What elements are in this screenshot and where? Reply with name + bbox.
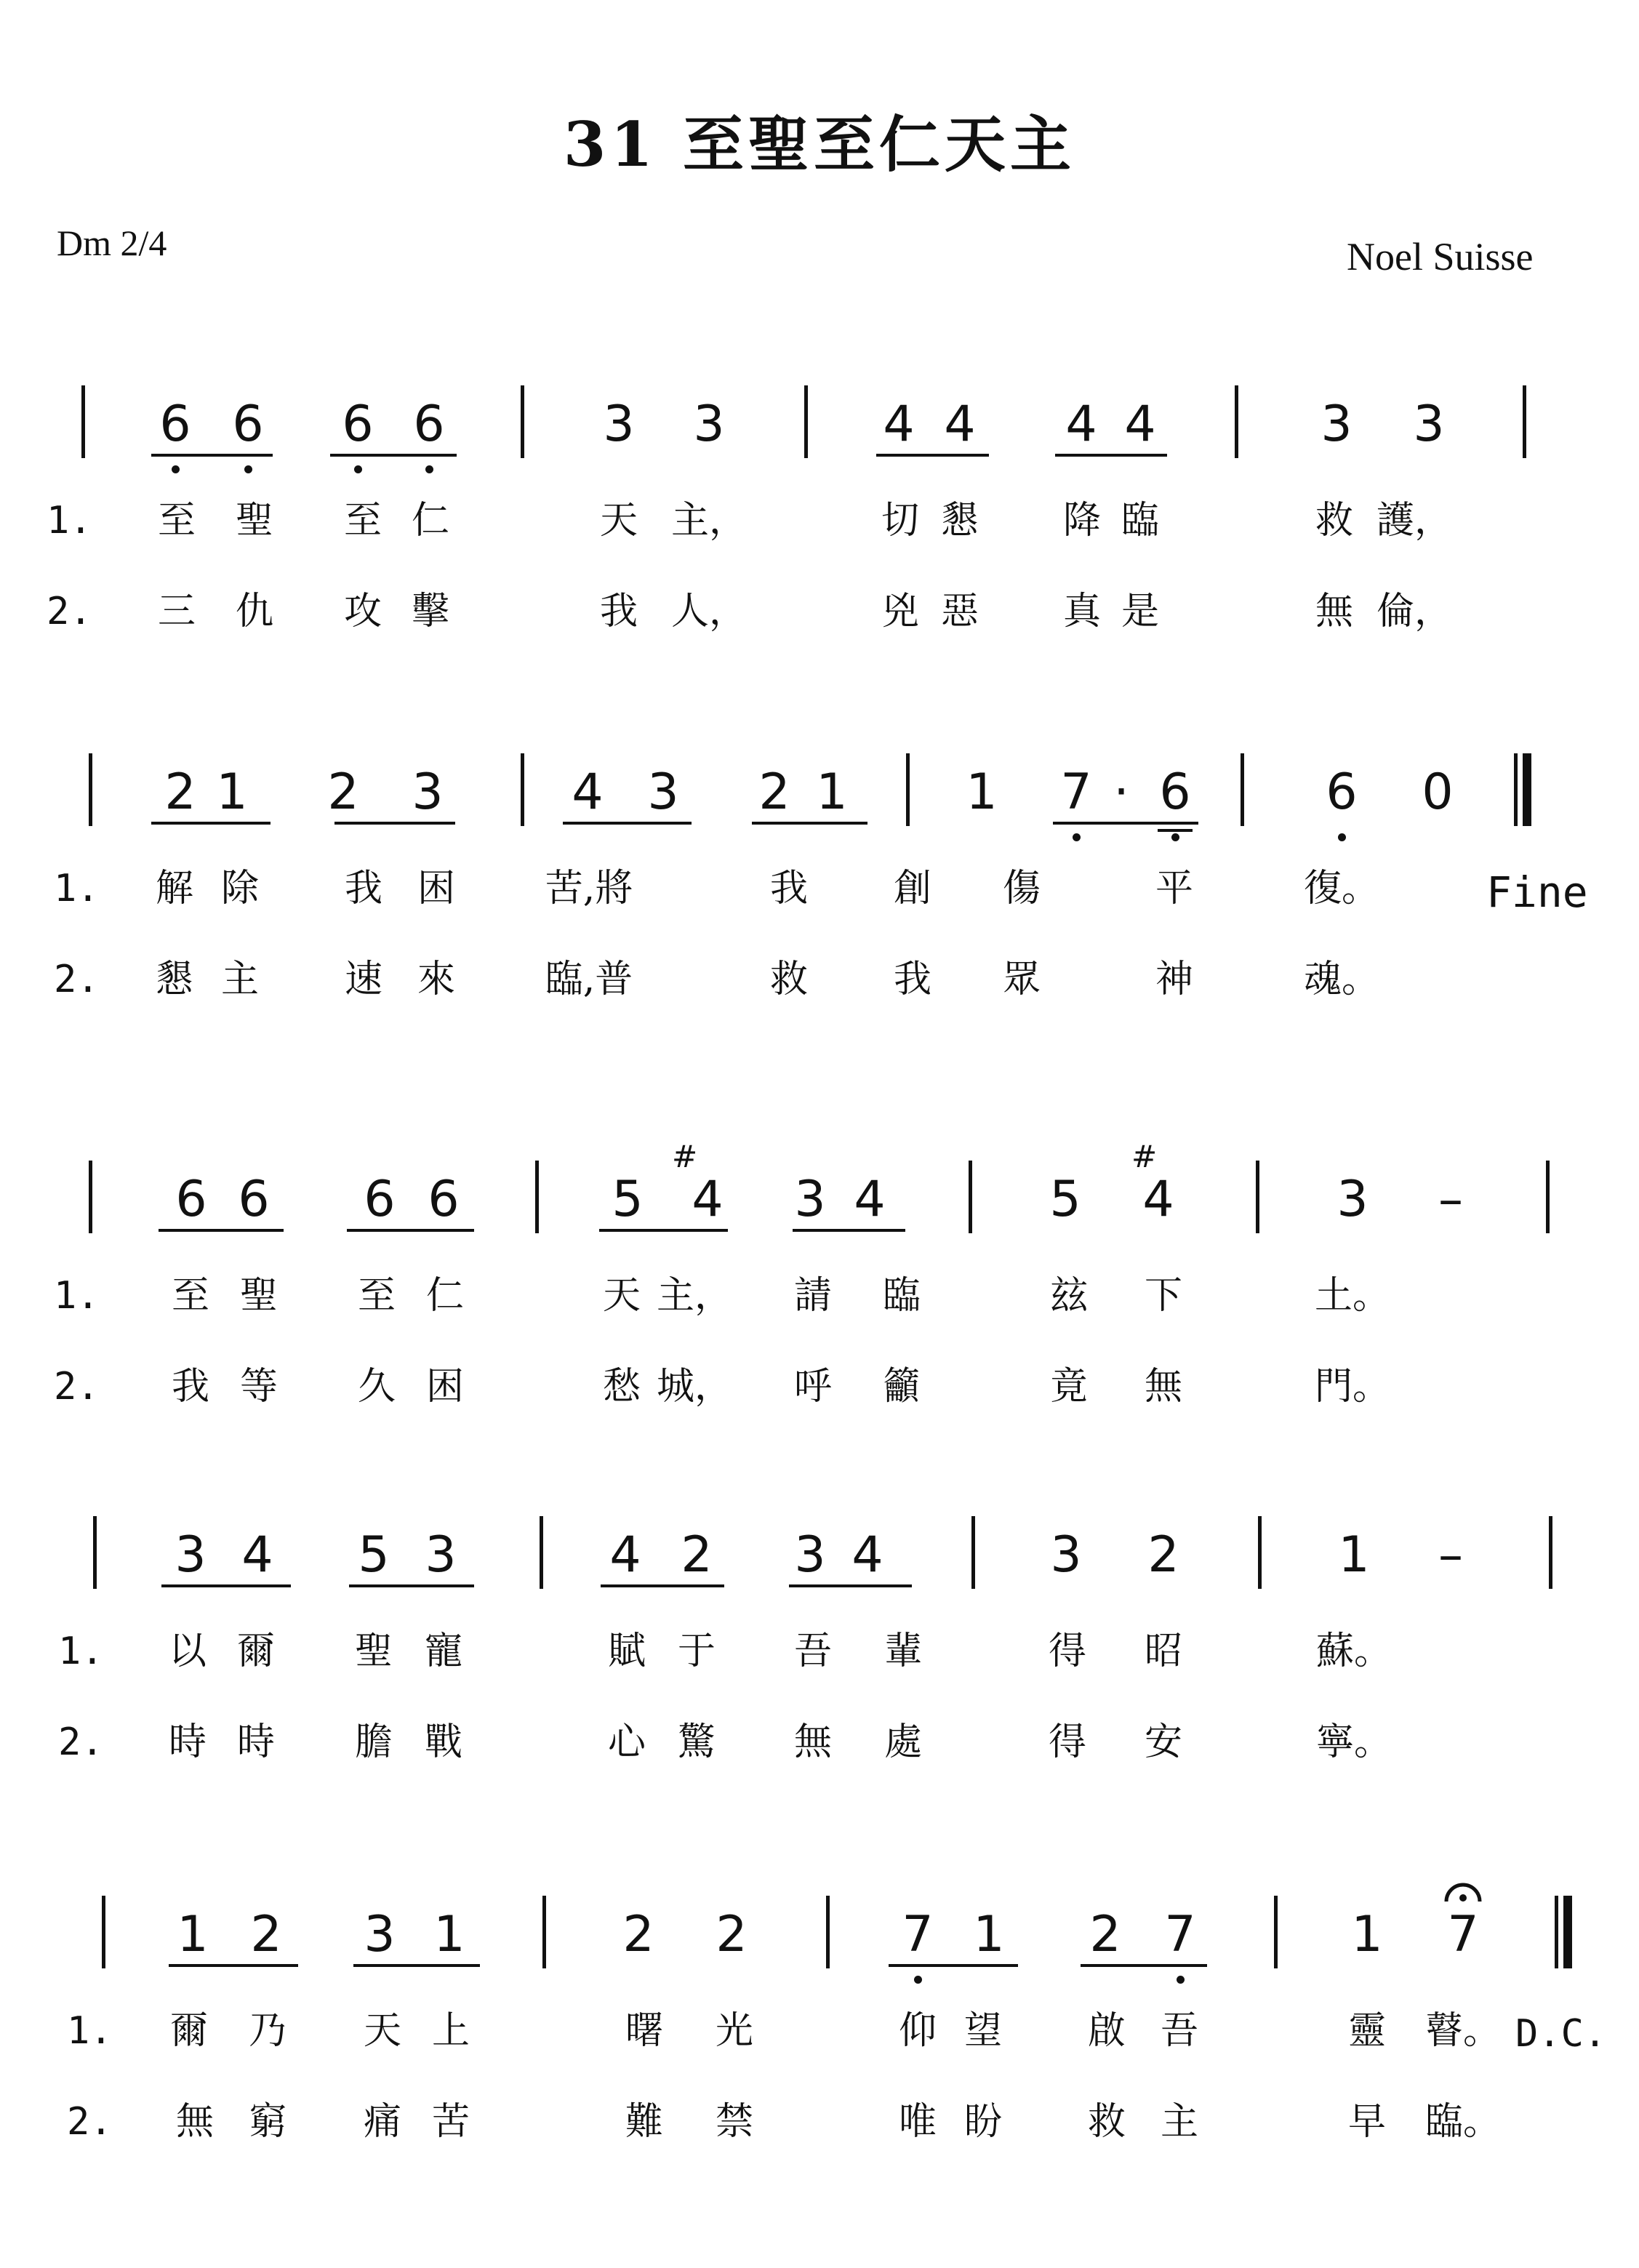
lyric-syllable: 吾: [1160, 2009, 1199, 2053]
lyric-syllable: 倫，: [1376, 590, 1453, 633]
beam-underline: [353, 1964, 480, 1967]
fermata-icon: [1443, 1881, 1483, 1903]
beam-underline: [793, 1229, 905, 1232]
bar-line: [906, 753, 910, 826]
lyric-syllable: 心: [607, 1720, 646, 1764]
lyric-syllable: 望: [963, 2009, 1003, 2053]
lyric-syllable: 攻: [343, 590, 382, 633]
lyric-syllable: 苦: [431, 2100, 470, 2144]
lyric-syllable: 除: [220, 867, 260, 910]
verse-number: 2.: [67, 2100, 113, 2144]
lyric-syllable: 無: [175, 2100, 215, 2144]
note: 6: [428, 1171, 460, 1228]
lyric-syllable: 降: [1062, 499, 1102, 542]
octave-dot: [1338, 833, 1346, 841]
lyric-syllable: 輩: [883, 1630, 923, 1673]
note: 3: [1321, 396, 1353, 453]
lyric-syllable: 爾: [169, 2009, 209, 2053]
note: 6: [232, 396, 264, 453]
note: 2: [681, 1526, 713, 1584]
lyric-syllable: 懇: [155, 958, 194, 1001]
verse-number: 2.: [47, 590, 92, 633]
note: 7: [1447, 1906, 1479, 1963]
lyric-syllable: 仁: [425, 1274, 465, 1318]
lyric-syllable: 久: [357, 1365, 396, 1409]
bar-line: [804, 385, 808, 458]
bar-line: [1523, 385, 1526, 458]
note: 5: [612, 1171, 644, 1228]
lyric-syllable: 禁: [715, 2100, 754, 2144]
beam-underline: [789, 1584, 912, 1587]
note: 6: [413, 396, 445, 453]
lyric-syllable: 寧。: [1315, 1720, 1392, 1764]
lyric-syllable: 神: [1155, 958, 1194, 1001]
note: 4: [692, 1171, 724, 1228]
note: 6: [175, 1171, 207, 1228]
key-signature: Dm 2/4: [57, 223, 167, 263]
lyric-syllable: 臨,普: [545, 958, 633, 1001]
lyric-syllable: 賦: [607, 1630, 646, 1673]
lyric-syllable: 曙: [625, 2009, 664, 2053]
double-bar-line: [1514, 753, 1536, 826]
lyric-syllable: 上: [431, 2009, 470, 2053]
beam-underline: [330, 454, 457, 457]
lyric-syllable: 護，: [1376, 499, 1453, 542]
lyric-syllable: 主，: [670, 499, 748, 542]
lyric-syllable: 蘇。: [1315, 1630, 1392, 1673]
note: 2: [716, 1906, 748, 1963]
note: 4: [609, 1526, 641, 1584]
dc-marking: D.C.: [1515, 2012, 1607, 2056]
octave-dot: [1177, 1976, 1185, 1984]
note: 1: [1351, 1906, 1383, 1963]
note: 3: [1050, 1526, 1082, 1584]
verse-number: 1.: [54, 1274, 100, 1318]
verse-number: 1.: [54, 867, 100, 910]
verse-number: 2.: [54, 958, 100, 1001]
lyric-syllable: 眾: [1002, 958, 1041, 1001]
beam-underline: [159, 1229, 284, 1232]
note: 6: [1326, 764, 1358, 821]
beam-underline: [1158, 829, 1193, 832]
lyric-syllable: 難: [625, 2100, 664, 2144]
note: 2: [164, 764, 196, 821]
lyric-syllable: 臨。: [1424, 2100, 1502, 2144]
bar-line: [89, 1161, 92, 1233]
lyric-syllable: 我: [893, 958, 932, 1001]
bar-line: [971, 1516, 975, 1589]
lyric-syllable: 至: [171, 1274, 210, 1318]
beam-underline: [752, 822, 867, 825]
bar-line: [89, 753, 92, 826]
lyric-syllable: 唯: [898, 2100, 937, 2144]
lyric-syllable: 時: [236, 1720, 276, 1764]
lyric-syllable: 無: [793, 1720, 833, 1764]
lyric-syllable: 請: [793, 1274, 833, 1318]
note: 3: [425, 1526, 457, 1584]
lyric-syllable: 解: [155, 867, 194, 910]
lyric-syllable: 天: [602, 1274, 641, 1318]
lyric-syllable: 聖: [354, 1630, 393, 1673]
lyric-syllable: 我: [599, 590, 638, 633]
note: 1: [433, 1906, 465, 1963]
lyric-syllable: 等: [239, 1365, 278, 1409]
beam-underline: [563, 822, 692, 825]
lyric-syllable: 早: [1347, 2100, 1387, 2144]
beam-underline: [1081, 1964, 1207, 1967]
note: 4: [1124, 396, 1156, 453]
lyric-syllable: 真: [1062, 590, 1102, 633]
lyric-syllable: 臨: [882, 1274, 921, 1318]
lyric-syllable: 安: [1144, 1720, 1183, 1764]
note: 4: [944, 396, 976, 453]
note: –: [1438, 1171, 1463, 1228]
note: 7: [1060, 764, 1092, 821]
bar-line: [81, 385, 85, 458]
lyric-syllable: 救: [1087, 2100, 1126, 2144]
lyric-syllable: 靈: [1347, 2009, 1387, 2053]
bar-line: [1235, 385, 1238, 458]
octave-dot: [425, 465, 433, 473]
lyric-syllable: 無: [1144, 1365, 1183, 1409]
lyric-syllable: 吾: [793, 1630, 833, 1673]
lyric-syllable: 得: [1048, 1720, 1087, 1764]
note: 3: [175, 1526, 207, 1584]
note: 3: [412, 764, 444, 821]
note: 1: [177, 1906, 209, 1963]
lyric-syllable: 聖: [239, 1274, 278, 1318]
song-title: 31 至聖至仁天主: [563, 108, 1076, 180]
lyric-syllable: 困: [425, 1365, 465, 1409]
octave-dot: [172, 465, 180, 473]
beam-underline: [161, 1584, 291, 1587]
note: 6: [238, 1171, 270, 1228]
note: 6: [1159, 764, 1191, 821]
note: ·: [1113, 764, 1129, 821]
note: 2: [758, 764, 790, 821]
note: 3: [794, 1526, 826, 1584]
bar-line: [1256, 1161, 1259, 1233]
lyric-syllable: 人，: [670, 590, 748, 633]
note: 3: [1413, 396, 1445, 453]
lyric-syllable: 窮: [248, 2100, 287, 2144]
note: 2: [1147, 1526, 1179, 1584]
note: 3: [1337, 1171, 1368, 1228]
lyric-syllable: 仇: [235, 590, 274, 633]
lyric-syllable: 救: [769, 958, 809, 1001]
lyric-syllable: 創: [893, 867, 932, 910]
composer: Noel Suisse: [1347, 235, 1534, 279]
lyric-syllable: 我: [171, 1365, 210, 1409]
lyric-syllable: 是: [1121, 590, 1160, 633]
note: 3: [794, 1171, 826, 1228]
fine-marking: Fine: [1486, 867, 1588, 917]
lyric-syllable: 臨: [1121, 499, 1160, 542]
lyric-syllable: 籲: [882, 1365, 921, 1409]
note: 2: [1089, 1906, 1121, 1963]
lyric-syllable: 主: [1160, 2100, 1199, 2144]
beam-underline: [1053, 822, 1198, 825]
note: 1: [216, 764, 248, 821]
lyric-syllable: 以: [168, 1630, 207, 1673]
note: 7: [902, 1906, 934, 1963]
lyric-syllable: 處: [883, 1720, 923, 1764]
note: 1: [816, 764, 848, 821]
lyric-syllable: 膽: [354, 1720, 393, 1764]
note: 2: [622, 1906, 654, 1963]
lyric-syllable: 痛: [363, 2100, 402, 2144]
lyric-syllable: 平: [1155, 867, 1194, 910]
lyric-syllable: 無: [1315, 590, 1354, 633]
beam-underline: [349, 1584, 474, 1587]
bar-line: [540, 1516, 543, 1589]
note: –: [1438, 1526, 1463, 1584]
lyric-syllable: 仰: [898, 2009, 937, 2053]
lyric-syllable: 我: [344, 867, 383, 910]
verse-number: 1.: [67, 2009, 113, 2053]
lyric-syllable: 聖: [235, 499, 274, 542]
lyric-syllable: 時: [168, 1720, 207, 1764]
sharp-sign: #: [672, 1139, 698, 1174]
lyric-syllable: 至: [357, 1274, 396, 1318]
note: 7: [1164, 1906, 1196, 1963]
lyric-syllable: 下: [1144, 1274, 1183, 1318]
lyric-syllable: 昭: [1144, 1630, 1183, 1673]
lyric-syllable: 主，: [656, 1274, 733, 1318]
bar-line: [102, 1896, 105, 1968]
beam-underline: [601, 1584, 724, 1587]
note: 5: [1049, 1171, 1081, 1228]
note: 0: [1422, 764, 1454, 821]
lyric-syllable: 困: [417, 867, 456, 910]
note: 4: [854, 1171, 886, 1228]
lyric-syllable: 魂。: [1303, 958, 1380, 1001]
lyric-syllable: 救: [1315, 499, 1354, 542]
bar-line: [535, 1161, 539, 1233]
lyric-syllable: 啟: [1087, 2009, 1126, 2053]
bar-line: [521, 385, 524, 458]
lyric-syllable: 戰: [424, 1720, 463, 1764]
note: 4: [1065, 396, 1097, 453]
note: 2: [327, 764, 359, 821]
lyric-syllable: 至: [157, 499, 196, 542]
bar-line: [521, 753, 524, 826]
beam-underline: [169, 1964, 298, 1967]
note: 4: [1142, 1171, 1174, 1228]
beam-underline: [151, 454, 273, 457]
lyric-syllable: 苦,將: [545, 867, 633, 910]
lyric-syllable: 盼: [963, 2100, 1003, 2144]
lyric-syllable: 來: [417, 958, 456, 1001]
note: 6: [342, 396, 374, 453]
lyric-syllable: 天: [599, 499, 638, 542]
lyric-syllable: 天: [363, 2009, 402, 2053]
beam-underline: [1055, 454, 1167, 457]
double-bar-line: [1555, 1896, 1576, 1968]
verse-number: 2.: [54, 1365, 100, 1409]
verse-number: 1.: [58, 1630, 104, 1673]
bar-line: [542, 1896, 546, 1968]
lyric-syllable: 寵: [424, 1630, 463, 1673]
note: 2: [250, 1906, 282, 1963]
octave-dot: [244, 465, 252, 473]
bar-line: [93, 1516, 97, 1589]
lyric-syllable: 我: [769, 867, 809, 910]
lyric-syllable: 速: [344, 958, 383, 1001]
beam-underline: [347, 1229, 474, 1232]
bar-line: [1241, 753, 1244, 826]
lyric-syllable: 至: [343, 499, 382, 542]
verse-number: 1.: [47, 499, 92, 542]
note: 3: [647, 764, 679, 821]
lyric-syllable: 復。: [1303, 867, 1380, 910]
lyric-syllable: 三: [157, 590, 196, 633]
lyric-syllable: 愁: [602, 1365, 641, 1409]
note: 6: [159, 396, 191, 453]
note: 3: [364, 1906, 396, 1963]
verse-number: 2.: [58, 1720, 104, 1764]
lyric-syllable: 兇: [881, 590, 920, 633]
octave-dot: [354, 465, 362, 473]
lyric-syllable: 玆: [1049, 1274, 1089, 1318]
lyric-syllable: 呼: [793, 1365, 833, 1409]
note: 3: [603, 396, 635, 453]
lyric-syllable: 爾: [236, 1630, 276, 1673]
lyric-syllable: 瞽。: [1424, 2009, 1502, 2053]
beam-underline: [876, 454, 989, 457]
note: 4: [572, 764, 604, 821]
lyric-syllable: 切: [881, 499, 920, 542]
note: 4: [883, 396, 915, 453]
lyric-syllable: 光: [715, 2009, 754, 2053]
bar-line: [1258, 1516, 1262, 1589]
lyric-syllable: 惡: [940, 590, 979, 633]
note: 5: [358, 1526, 390, 1584]
bar-line: [969, 1161, 972, 1233]
beam-underline: [599, 1229, 728, 1232]
lyric-syllable: 主: [220, 958, 260, 1001]
note: 6: [364, 1171, 396, 1228]
note: 1: [966, 764, 998, 821]
lyric-syllable: 門。: [1314, 1365, 1391, 1409]
lyric-syllable: 得: [1048, 1630, 1087, 1673]
note: 4: [241, 1526, 273, 1584]
note: 1: [973, 1906, 1005, 1963]
sharp-sign: #: [1131, 1139, 1158, 1174]
lyric-syllable: 仁: [411, 499, 450, 542]
octave-dot: [1171, 833, 1179, 841]
beam-underline: [334, 822, 455, 825]
beam-underline: [889, 1964, 1018, 1967]
lyric-syllable: 懇: [940, 499, 979, 542]
note: 3: [693, 396, 725, 453]
lyric-syllable: 驚: [677, 1720, 716, 1764]
bar-line: [1274, 1896, 1278, 1968]
beam-underline: [151, 822, 271, 825]
lyric-syllable: 竟: [1049, 1365, 1089, 1409]
lyric-syllable: 乃: [248, 2009, 287, 2053]
bar-line: [1546, 1161, 1550, 1233]
bar-line: [1549, 1516, 1552, 1589]
lyric-syllable: 土。: [1314, 1274, 1391, 1318]
lyric-syllable: 于: [677, 1630, 716, 1673]
lyric-syllable: 傷: [1002, 867, 1041, 910]
note: 1: [1338, 1526, 1370, 1584]
octave-dot: [914, 1976, 922, 1984]
lyric-syllable: 擊: [411, 590, 450, 633]
octave-dot: [1073, 833, 1081, 841]
note: 4: [851, 1526, 883, 1584]
bar-line: [826, 1896, 830, 1968]
lyric-syllable: 城，: [656, 1365, 733, 1409]
